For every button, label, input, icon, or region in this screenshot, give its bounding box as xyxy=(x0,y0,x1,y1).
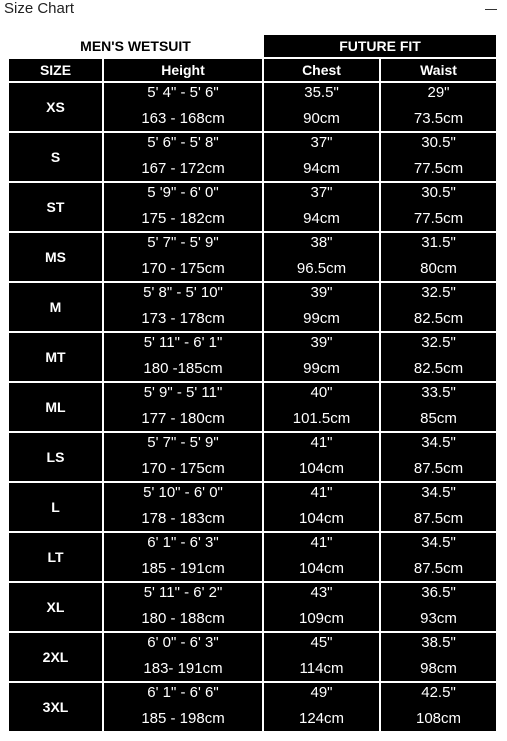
chest-imperial-value: 43" xyxy=(310,584,333,601)
height-metric-value: 185 - 191cm xyxy=(141,560,225,577)
chest-cell xyxy=(264,333,379,381)
height-cell xyxy=(104,533,262,581)
waist-imperial-value: 32.5" xyxy=(421,284,456,301)
table-row xyxy=(9,283,496,331)
waist-cell xyxy=(381,533,496,581)
waist-metric-value: 87.5cm xyxy=(413,560,464,577)
collapse-icon[interactable] xyxy=(484,0,498,16)
waist-metric-value: 77.5cm xyxy=(413,210,464,227)
chest-cell xyxy=(264,83,379,131)
waist-cell xyxy=(381,433,496,481)
chest-cell xyxy=(264,183,379,231)
waist-cell xyxy=(381,583,496,631)
height-metric-value: 175 - 182cm xyxy=(141,210,225,227)
chest-cell xyxy=(264,633,379,681)
size-label: M xyxy=(9,283,102,331)
chest-imperial-value: 41" xyxy=(310,434,333,451)
table-header-row xyxy=(9,59,496,81)
waist-cell xyxy=(381,633,496,681)
chest-metric-value: 90cm xyxy=(303,110,340,127)
waist-cell xyxy=(381,83,496,131)
waist-metric-value: 98cm xyxy=(420,660,457,677)
height-cell xyxy=(104,683,262,731)
waist-cell xyxy=(381,283,496,331)
chest-cell xyxy=(264,133,379,181)
height-cell xyxy=(104,233,262,281)
chest-metric-value: 94cm xyxy=(303,160,340,177)
size-label: LS xyxy=(9,433,102,481)
height-metric-value: 180 -185cm xyxy=(143,360,223,377)
height-metric-value: 173 - 178cm xyxy=(141,310,225,327)
chest-metric-value: 99cm xyxy=(303,310,340,327)
waist-metric-value: 108cm xyxy=(416,710,462,727)
chest-cell xyxy=(264,683,379,731)
height-cell xyxy=(104,133,262,181)
waist-imperial-value: 34.5" xyxy=(421,484,456,501)
table-row xyxy=(9,333,496,381)
table-row xyxy=(9,183,496,231)
waist-imperial-value: 38.5" xyxy=(421,634,456,651)
size-label: MT xyxy=(9,333,102,381)
section-title: Size Chart xyxy=(4,0,75,17)
chest-cell xyxy=(264,483,379,531)
waist-cell xyxy=(381,133,496,181)
height-cell xyxy=(104,483,262,531)
chest-cell xyxy=(264,283,379,331)
table-right-title: FUTURE FIT xyxy=(264,35,496,57)
size-label: L xyxy=(9,483,102,531)
size-label: ML xyxy=(9,383,102,431)
table-row xyxy=(9,583,496,631)
chest-imperial-value: 45" xyxy=(310,634,333,651)
size-label: XL xyxy=(9,583,102,631)
chest-imperial-value: 41" xyxy=(310,534,333,551)
chest-imperial-value: 41" xyxy=(310,484,333,501)
table-row xyxy=(9,533,496,581)
chest-imperial-value: 49" xyxy=(310,684,333,701)
size-label: 2XL xyxy=(9,633,102,681)
waist-imperial-value: 31.5" xyxy=(421,234,456,251)
height-metric-value: 185 - 198cm xyxy=(141,710,225,727)
height-metric-value: 170 - 175cm xyxy=(141,260,225,277)
height-metric-value: 178 - 183cm xyxy=(141,510,225,527)
waist-metric-value: 93cm xyxy=(420,610,457,627)
table-title-row xyxy=(9,35,496,57)
height-imperial-value: 6' 1" - 6' 3" xyxy=(147,534,219,551)
size-label: LT xyxy=(9,533,102,581)
chest-cell xyxy=(264,233,379,281)
size-label: ST xyxy=(9,183,102,231)
column-header-waist: Waist xyxy=(381,59,496,81)
waist-cell xyxy=(381,383,496,431)
chest-metric-value: 101.5cm xyxy=(292,410,351,427)
waist-imperial-value: 42.5" xyxy=(421,684,456,701)
chest-cell xyxy=(264,433,379,481)
waist-imperial-value: 33.5" xyxy=(421,384,456,401)
height-cell xyxy=(104,583,262,631)
chest-cell xyxy=(264,583,379,631)
chest-metric-value: 114cm xyxy=(299,660,344,677)
height-imperial-value: 5 '9" - 6' 0" xyxy=(147,184,219,201)
waist-metric-value: 82.5cm xyxy=(413,310,464,327)
height-metric-value: 180 - 188cm xyxy=(141,610,225,627)
chest-metric-value: 104cm xyxy=(299,460,345,477)
height-imperial-value: 6' 1" - 6' 6" xyxy=(147,684,219,701)
size-label: S xyxy=(9,133,102,181)
height-imperial-value: 5' 11" - 6' 1" xyxy=(143,334,223,351)
table-left-title: MEN'S WETSUIT xyxy=(9,35,262,57)
size-chart-header xyxy=(0,0,507,22)
height-cell xyxy=(104,333,262,381)
height-imperial-value: 5' 7" - 5' 9" xyxy=(147,234,219,251)
waist-imperial-value: 34.5" xyxy=(421,434,456,451)
waist-metric-value: 85cm xyxy=(420,410,457,427)
waist-imperial-value: 34.5" xyxy=(421,534,456,551)
height-imperial-value: 5' 6" - 5' 8" xyxy=(147,134,219,151)
size-chart xyxy=(9,33,496,733)
size-label: MS xyxy=(9,233,102,281)
waist-metric-value: 87.5cm xyxy=(413,510,464,527)
chest-metric-value: 109cm xyxy=(299,610,345,627)
chest-imperial-value: 38" xyxy=(310,234,333,251)
chest-imperial-value: 39" xyxy=(310,284,333,301)
waist-metric-value: 73.5cm xyxy=(413,110,464,127)
height-cell xyxy=(104,433,262,481)
table-row xyxy=(9,133,496,181)
height-imperial-value: 5' 7" - 5' 9" xyxy=(147,434,219,451)
height-cell xyxy=(104,283,262,331)
table-row xyxy=(9,383,496,431)
height-cell xyxy=(104,183,262,231)
height-cell xyxy=(104,383,262,431)
table-row xyxy=(9,483,496,531)
waist-metric-value: 80cm xyxy=(420,260,457,277)
waist-cell xyxy=(381,483,496,531)
table-row xyxy=(9,633,496,681)
waist-cell xyxy=(381,233,496,281)
waist-imperial-value: 30.5" xyxy=(421,134,456,151)
chest-imperial-value: 37" xyxy=(310,184,333,201)
waist-cell xyxy=(381,333,496,381)
height-metric-value: 183- 191cm xyxy=(143,660,223,677)
chest-metric-value: 96.5cm xyxy=(296,260,347,277)
waist-imperial-value: 29" xyxy=(427,84,450,101)
chest-cell xyxy=(264,533,379,581)
waist-cell xyxy=(381,183,496,231)
waist-metric-value: 82.5cm xyxy=(413,360,464,377)
chest-metric-value: 104cm xyxy=(299,510,345,527)
height-imperial-value: 5' 11" - 6' 2" xyxy=(143,584,223,601)
height-metric-value: 177 - 180cm xyxy=(141,410,225,427)
waist-imperial-value: 32.5" xyxy=(421,334,456,351)
height-cell xyxy=(104,83,262,131)
height-imperial-value: 6' 0" - 6' 3" xyxy=(147,634,219,651)
waist-metric-value: 87.5cm xyxy=(413,460,464,477)
waist-imperial-value: 36.5" xyxy=(421,584,456,601)
height-imperial-value: 5' 10" - 6' 0" xyxy=(143,484,223,501)
table-body xyxy=(9,83,496,731)
table-row xyxy=(9,83,496,131)
column-header-size: SIZE xyxy=(9,59,102,81)
height-imperial-value: 5' 8" - 5' 10" xyxy=(143,284,223,301)
table-row xyxy=(9,683,496,731)
height-imperial-value: 5' 9" - 5' 11" xyxy=(143,384,223,401)
size-table xyxy=(7,33,498,733)
chest-metric-value: 94cm xyxy=(303,210,340,227)
waist-metric-value: 77.5cm xyxy=(413,160,464,177)
size-label: 3XL xyxy=(9,683,102,731)
waist-cell xyxy=(381,683,496,731)
chest-cell xyxy=(264,383,379,431)
table-row xyxy=(9,233,496,281)
size-label: XS xyxy=(9,83,102,131)
column-header-chest: Chest xyxy=(264,59,379,81)
table-row xyxy=(9,433,496,481)
chest-metric-value: 99cm xyxy=(303,360,340,377)
height-metric-value: 170 - 175cm xyxy=(141,460,225,477)
height-imperial-value: 5' 4" - 5' 6" xyxy=(147,84,219,101)
chest-metric-value: 104cm xyxy=(299,560,345,577)
height-metric-value: 167 - 172cm xyxy=(141,160,225,177)
column-header-height: Height xyxy=(104,59,262,81)
height-metric-value: 163 - 168cm xyxy=(141,110,225,127)
chest-imperial-value: 35.5" xyxy=(304,84,339,101)
chest-imperial-value: 37" xyxy=(310,134,333,151)
height-cell xyxy=(104,633,262,681)
chest-imperial-value: 40" xyxy=(310,384,333,401)
chest-imperial-value: 39" xyxy=(310,334,333,351)
chest-metric-value: 124cm xyxy=(299,710,345,727)
waist-imperial-value: 30.5" xyxy=(421,184,456,201)
